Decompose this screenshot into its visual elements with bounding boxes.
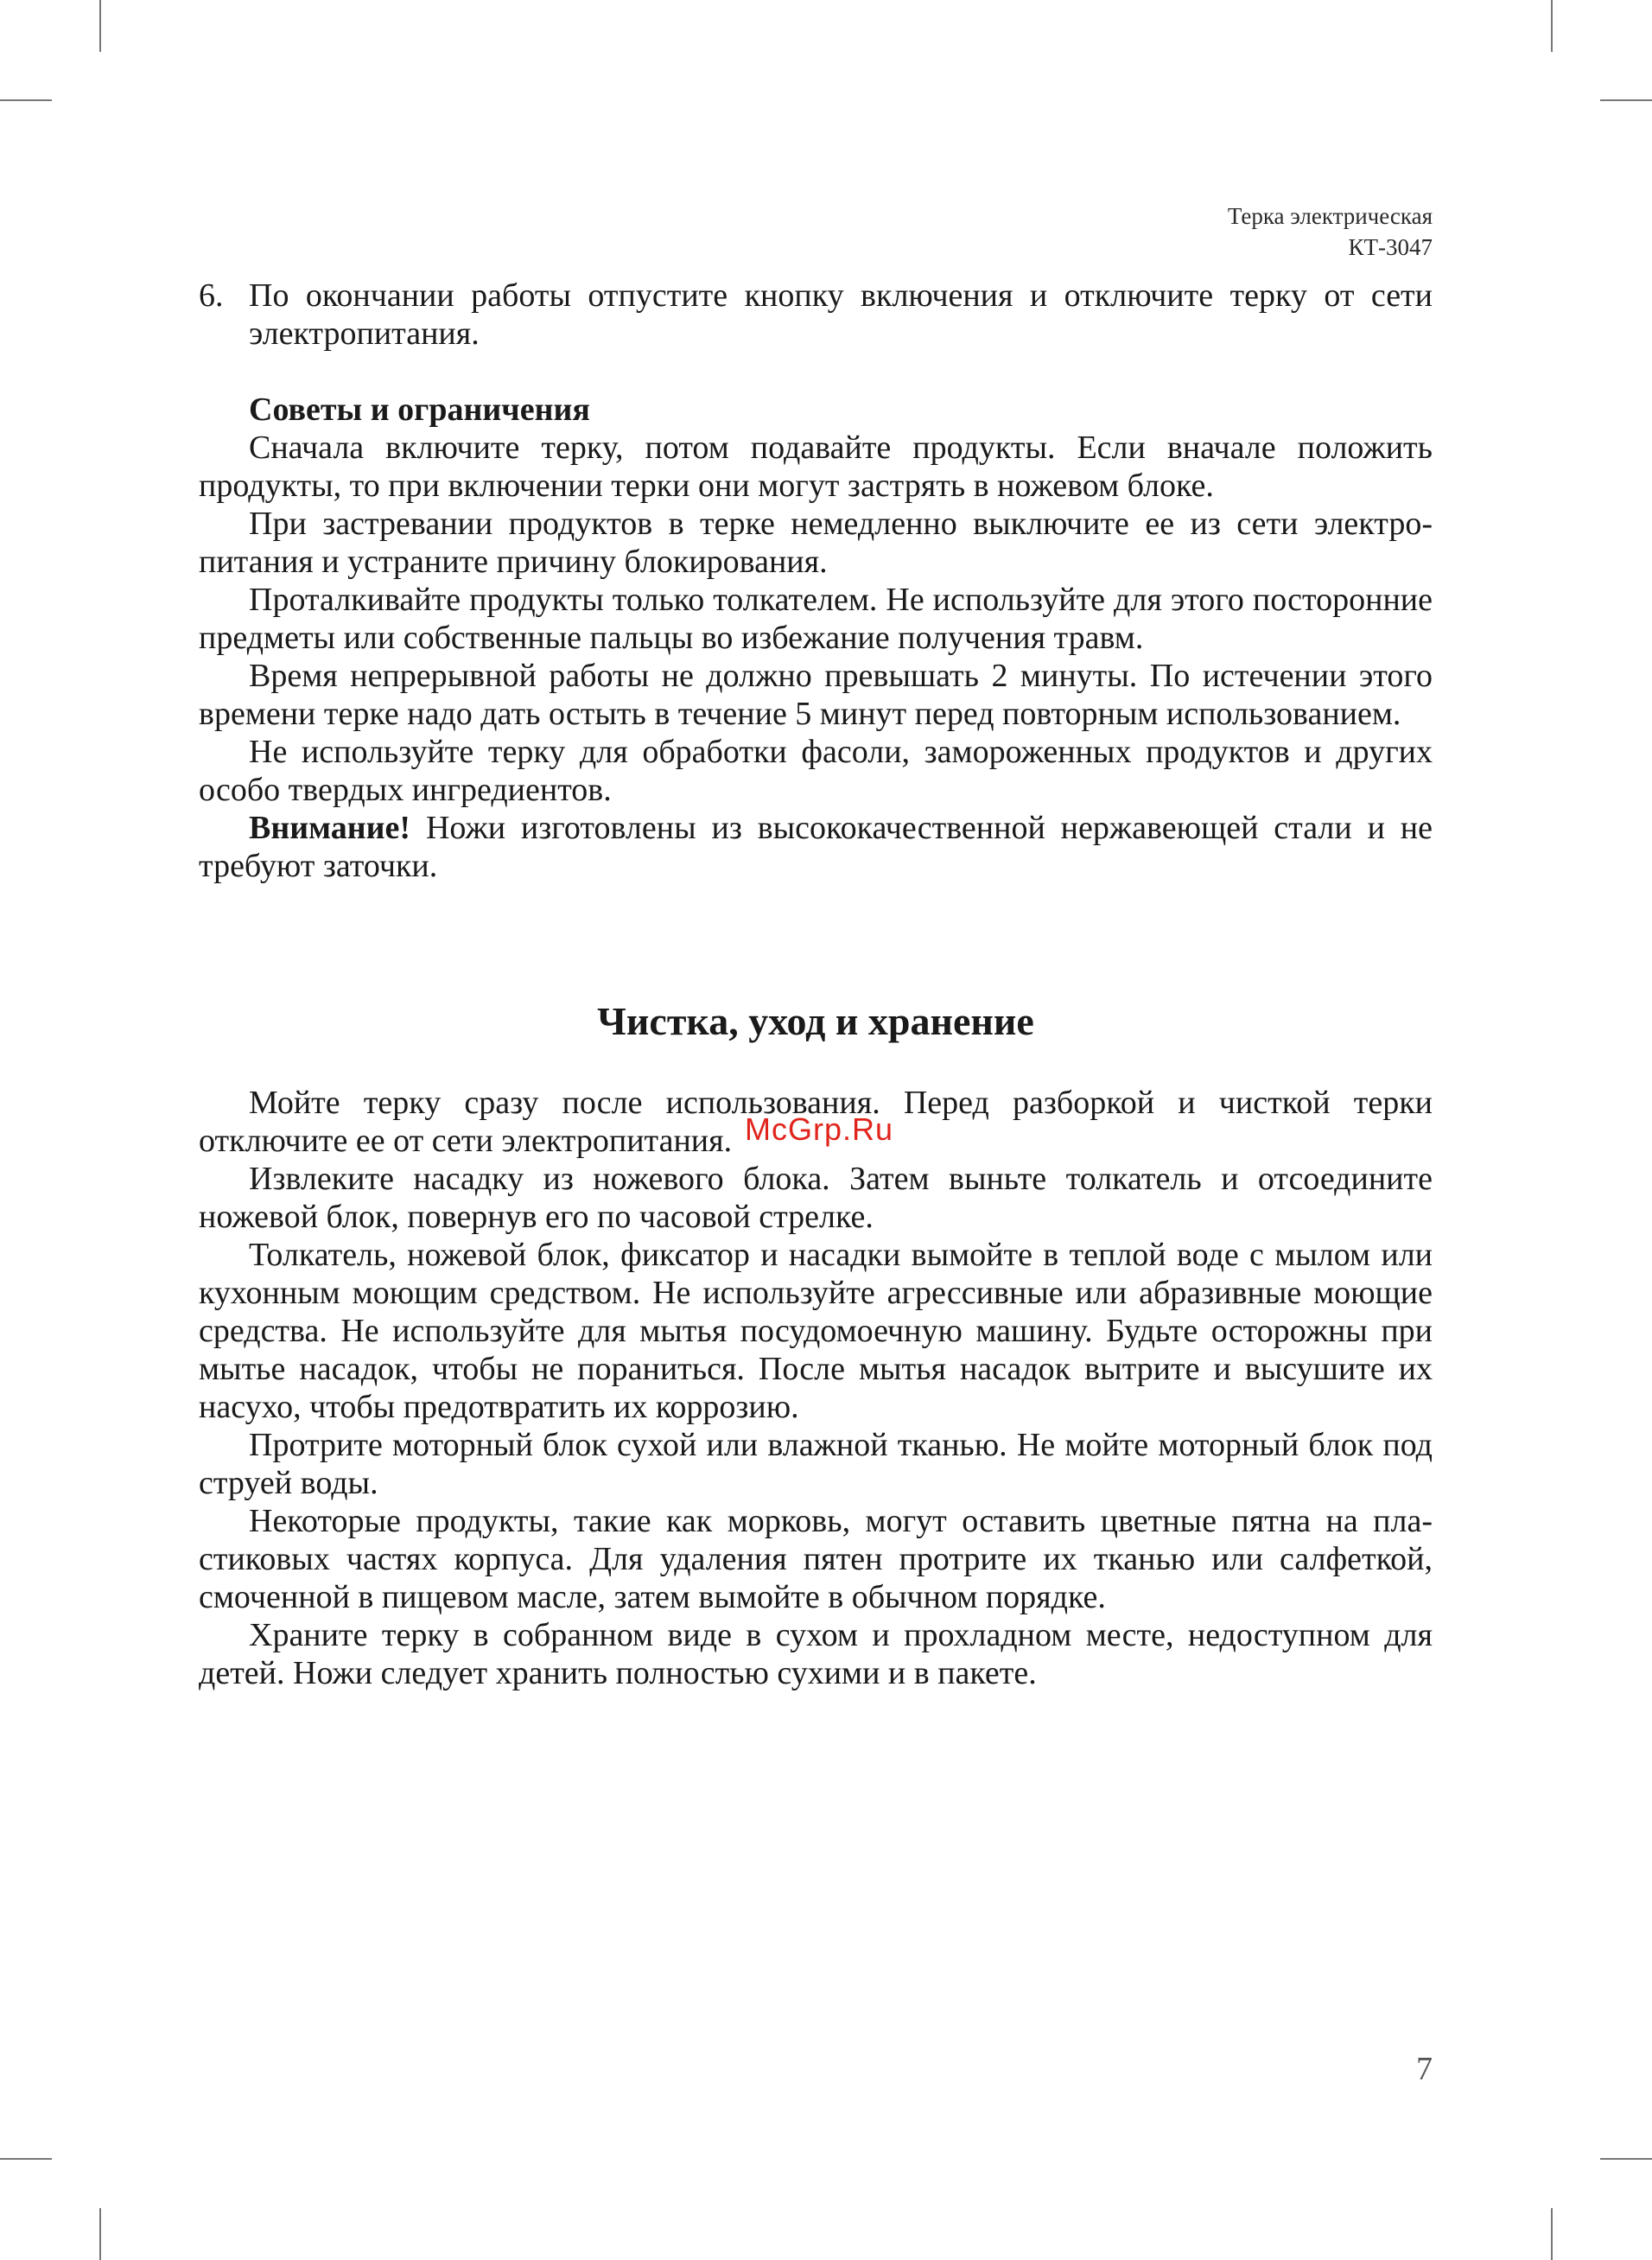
care-paragraph: Храните терку в собранном виде в сухом и прохладном месте, недоступном для детей. Ножи следует хранить полностью сухими и в пакете. (199, 1617, 1433, 1691)
tips-paragraph: Время непрерывной работы не должно превышать 2 минуты. По истечении этого времени терке надо дать остыть в течение 5 минут перед повторным использованием. (199, 658, 1433, 732)
warning-paragraph (199, 809, 1433, 885)
care-paragraph: Извлеките насадку из ножевого блока. Затем выньте толкатель и отсоедините ножевой блок, повернув его по часовой стрелке. (199, 1161, 1433, 1235)
page-content (199, 277, 1433, 1692)
care-section-title: Чистка, уход и хранение (597, 999, 1034, 1043)
care-paragraph: Протрите моторный блок сухой или влажной тканью. Не мойте моторный блок под струей воды. (199, 1427, 1433, 1501)
crop-mark-top-left-vertical (99, 0, 101, 52)
step-number: 6. (199, 277, 224, 314)
care-paragraph: Мойте терку сразу после использования. Перед разборкой и чисткой терки отключите ее от сети электропитания. (199, 1085, 1433, 1159)
crop-mark-bottom-left-vertical (99, 2208, 101, 2260)
watermark: McGrp.Ru (745, 1111, 894, 1147)
crop-mark-top-left-horizontal (0, 99, 52, 101)
tips-paragraph: Проталкивайте продукты только толкателем. Не используйте для этого посторонние предметы или собственные пальцы во избежание получения травм. (199, 582, 1433, 656)
care-paragraph: Некоторые продукты, такие как морковь, могут оставить цветные пятна на пластиковых частях корпуса. Для удаления пятен протрите их тканью или салфеткой, смоченной в пищевом масле, затем вымойте в обычном порядке. (199, 1503, 1433, 1615)
tips-paragraph: При застревании продуктов в терке немедленно выключите ее из сети электропитания и устраните причину блокирования. (199, 506, 1433, 580)
tips-heading: Советы и ограничения (249, 392, 590, 428)
crop-mark-bottom-left-horizontal (0, 2158, 52, 2160)
tips-paragraph: Не используйте терку для обработки фасоли, замороженных продуктов и других особо твердых ингредиентов. (199, 734, 1433, 808)
warning-label: Внимание! (249, 810, 411, 846)
warning-text: Ножи изготовлены из высококачественной нержавеющей стали и не требуют заточки. (199, 810, 1433, 884)
tips-paragraph: Сначала включите терку, потом подавайте продукты. Если вначале положить продукты, то при включении терки они могут застрять в ножевом блоке. (199, 430, 1433, 504)
step-text: По окончании работы отпустите кнопку включения и отключите терку от сети электропитания. (249, 277, 1433, 352)
crop-mark-bottom-right-horizontal (1600, 2158, 1652, 2160)
care-paragraph: Толкатель, ножевой блок, фиксатор и насадки вымойте в теплой воде с мылом или кухонным моющим средством. Не используйте агрессивные или абразивные моющие средства. Не используйте для мытья посудомоечную машину. Будьте осторожны при мытье насадок, чтобы не пораниться. После мытья насадок вытрите и высушите их насухо, чтобы предотвратить их коррозию. (199, 1237, 1433, 1425)
header-product-name: Терка электрическая (1227, 203, 1433, 229)
page-number: 7 (1416, 2051, 1433, 2087)
step-6 (199, 277, 1433, 353)
crop-mark-bottom-right-vertical (1551, 2208, 1553, 2260)
header-model: КТ-3047 (1348, 234, 1433, 260)
running-header (1228, 201, 1433, 263)
crop-mark-top-right-vertical (1551, 0, 1553, 52)
crop-mark-top-right-horizontal (1600, 99, 1652, 101)
